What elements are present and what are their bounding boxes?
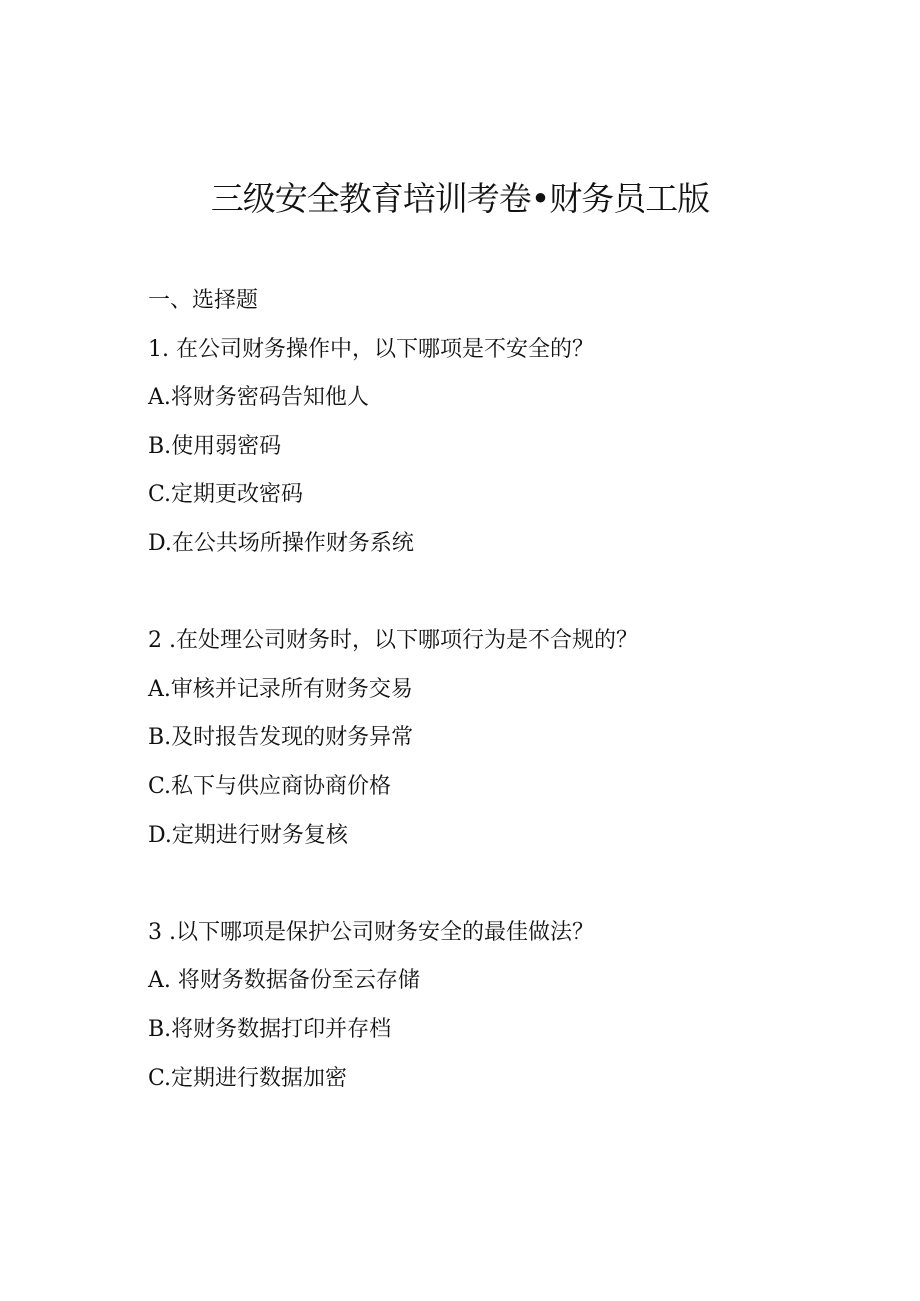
- option-a: A.审核并记录所有财务交易: [148, 676, 413, 702]
- option-d: D.定期进行财务复核: [148, 822, 348, 848]
- section-heading: 一、选择题: [148, 288, 259, 313]
- option-c: C.定期进行数据加密: [148, 1065, 348, 1091]
- option-b: B.及时报告发现的财务异常: [148, 725, 414, 751]
- question-1: [148, 332, 848, 575]
- option-c: C.定期更改密码: [148, 482, 304, 508]
- option-d: D.在公共场所操作财务系统: [148, 530, 414, 556]
- question-2: [148, 623, 848, 866]
- option-b: B.将财务数据打印并存档: [148, 1016, 392, 1042]
- question-stem: 2 .在处理公司财务时，以下哪项行为是不合规的？: [148, 628, 638, 654]
- exam-content: [148, 283, 848, 1109]
- option-a: A. 将财务数据备份至云存储: [148, 968, 420, 994]
- option-a: A.将财务密码告知他人: [148, 385, 369, 411]
- spacer: [148, 866, 848, 915]
- question-stem: 1. 在公司财务操作中，以下哪项是不安全的？: [148, 336, 594, 362]
- spacer: [148, 575, 848, 624]
- page-title: 三级安全教育培训考卷•财务员工版: [210, 179, 710, 218]
- question-3: [148, 915, 848, 1109]
- question-stem: 3 .以下哪项是保护公司财务安全的最佳做法？: [148, 919, 594, 945]
- option-c: C.私下与供应商协商价格: [148, 773, 392, 799]
- option-b: B.使用弱密码: [148, 433, 282, 459]
